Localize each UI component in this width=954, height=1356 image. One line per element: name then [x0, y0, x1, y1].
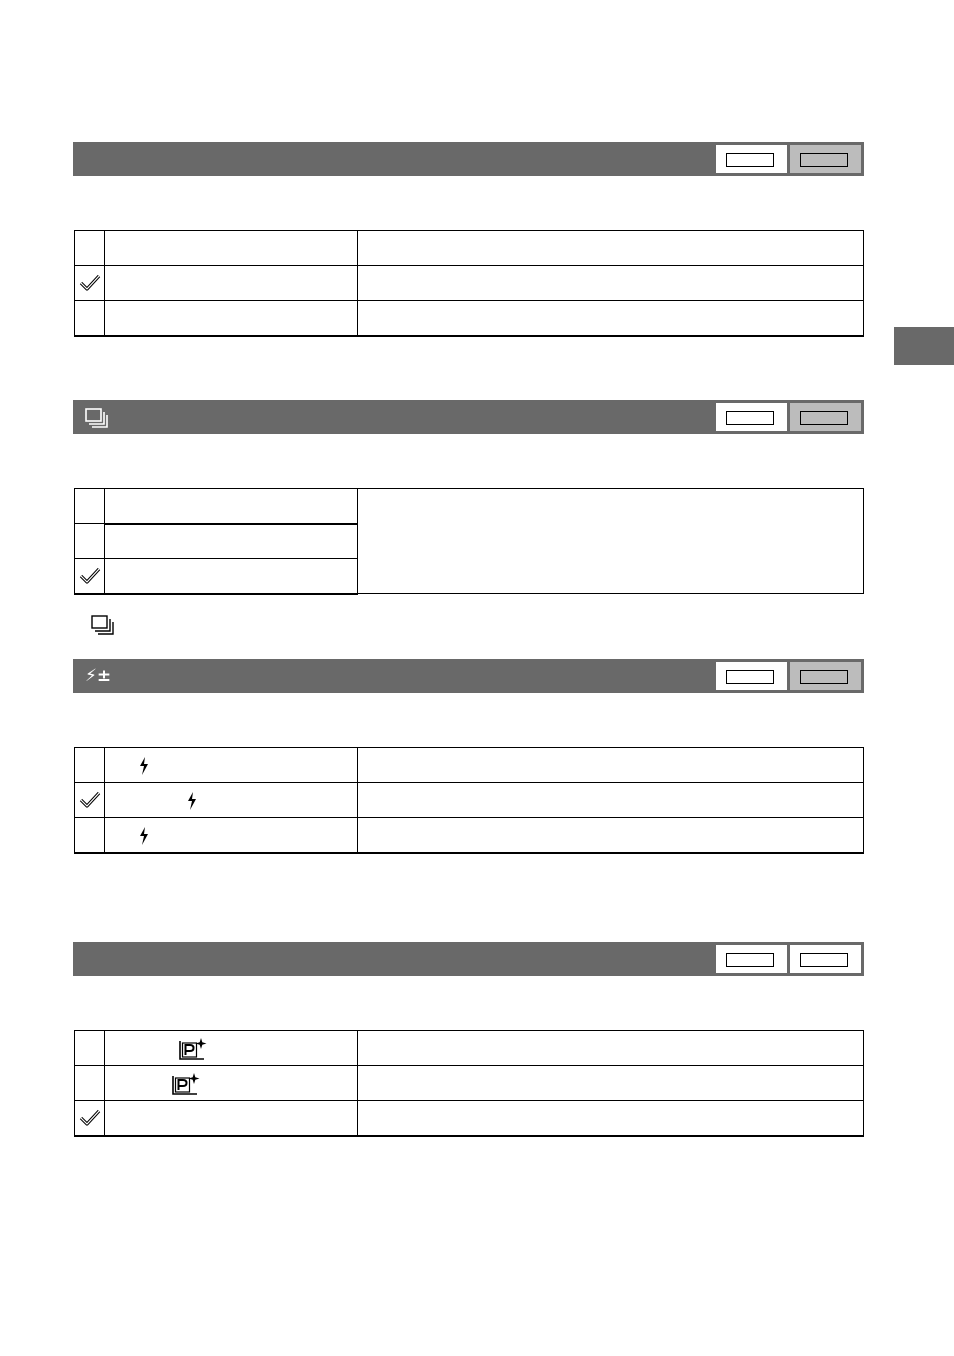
table-row[interactable]: [75, 1031, 864, 1066]
check-cell: [75, 559, 105, 594]
option-desc: [358, 489, 864, 594]
option-desc: [358, 231, 864, 266]
check-cell: [75, 524, 105, 559]
check-cell: [75, 1101, 105, 1136]
checkmark-icon: [79, 274, 101, 292]
check-cell: [75, 301, 105, 336]
option-name: [105, 783, 358, 818]
table-row[interactable]: [75, 818, 864, 853]
section-header-3: [73, 659, 864, 693]
option-name: [105, 748, 358, 783]
check-cell: [75, 1066, 105, 1101]
badge-2: [790, 945, 861, 973]
option-name: [105, 489, 358, 524]
burst-icon: [85, 408, 109, 430]
flash-plusminus-icon: ⚡±: [85, 666, 112, 686]
section-header-4: [73, 942, 864, 976]
table-row[interactable]: [75, 783, 864, 818]
option-desc: [358, 1031, 864, 1066]
option-name: [105, 1031, 358, 1066]
badge-1: [716, 945, 787, 973]
check-cell: [75, 489, 105, 524]
section-header-1: [73, 142, 864, 176]
badge-1: [716, 145, 787, 173]
section-header-2: [73, 400, 864, 434]
options-table-4: [74, 1030, 864, 1137]
table-row[interactable]: [75, 748, 864, 783]
check-cell: [75, 266, 105, 301]
checkmark-icon: [79, 567, 101, 585]
option-desc: [358, 1101, 864, 1136]
option-name: [105, 301, 358, 336]
burst-icon: [90, 614, 116, 638]
check-cell: [75, 818, 105, 853]
option-name: [105, 231, 358, 266]
flash-icon: [139, 827, 149, 845]
check-cell: [75, 748, 105, 783]
flash-icon: [187, 792, 197, 810]
side-tab: [894, 327, 954, 365]
badge-2: [790, 403, 861, 431]
badge-1: [716, 403, 787, 431]
check-cell: [75, 231, 105, 266]
flash-icon: [139, 757, 149, 775]
option-desc: [358, 748, 864, 783]
option-name: [105, 818, 358, 853]
option-desc: [358, 266, 864, 301]
table-row[interactable]: [75, 231, 864, 266]
option-name: [105, 559, 358, 594]
option-desc: [358, 818, 864, 853]
options-table-3: [74, 747, 864, 854]
option-desc: [358, 1066, 864, 1101]
p-star-icon: [172, 1073, 200, 1095]
checkmark-icon: [79, 1109, 101, 1127]
options-table-2: [74, 488, 864, 595]
table-row[interactable]: [75, 266, 864, 301]
table-row[interactable]: [75, 301, 864, 336]
option-desc: [358, 783, 864, 818]
table-row[interactable]: [75, 489, 864, 524]
options-table-1: [74, 230, 864, 337]
table-row[interactable]: [75, 1101, 864, 1136]
check-cell: [75, 1031, 105, 1066]
badge-1: [716, 662, 787, 690]
checkmark-icon: [79, 791, 101, 809]
badge-2: [790, 662, 861, 690]
option-name: [105, 1101, 358, 1136]
badge-2: [790, 145, 861, 173]
check-cell: [75, 783, 105, 818]
option-name: [105, 524, 358, 559]
table-row[interactable]: [75, 1066, 864, 1101]
p-star-icon: [179, 1038, 207, 1060]
option-name: [105, 1066, 358, 1101]
option-desc: [358, 301, 864, 336]
option-name: [105, 266, 358, 301]
